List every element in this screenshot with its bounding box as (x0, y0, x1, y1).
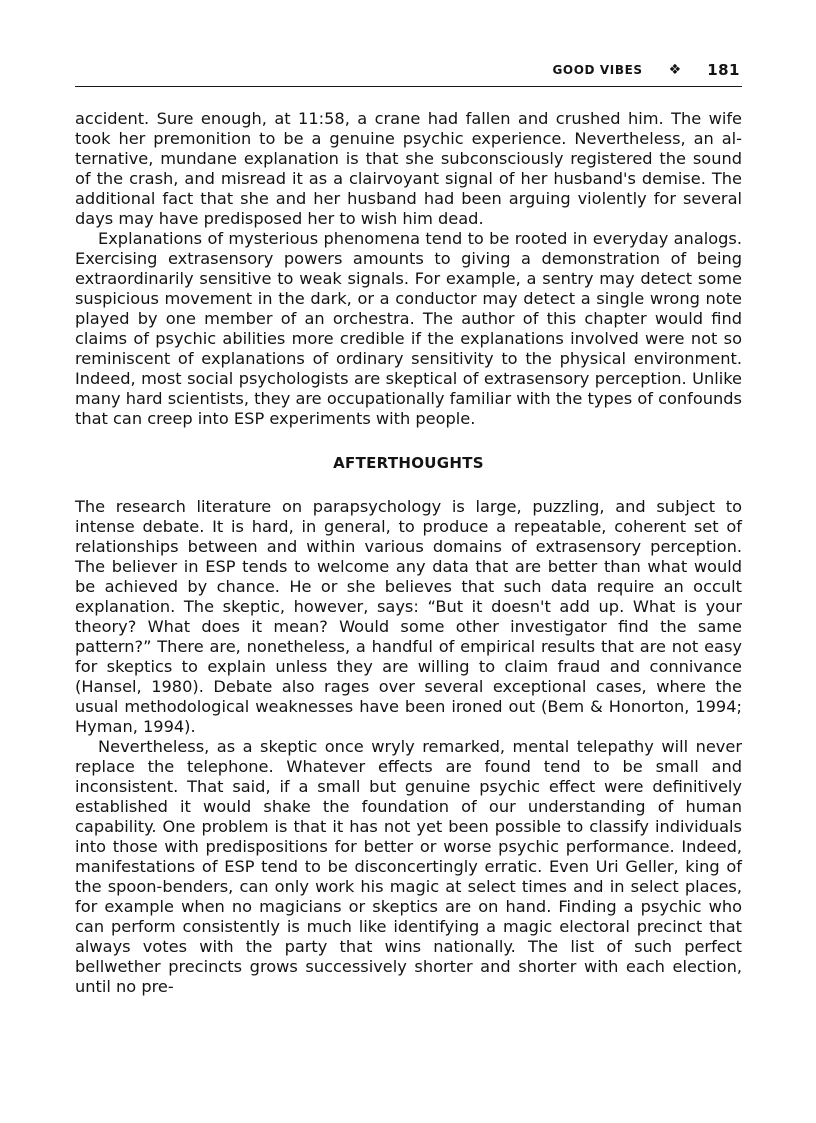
body-text (75, 109, 742, 997)
page-number: 181 (707, 61, 740, 79)
paragraph: The research literature on parapsychology is large, puzzling, and subject to intense debate. It is hard, in general, to produce a repeatable, coherent set of relationships between and within various domains of extrasensory perception. The believer in ESP tends to welcome any data that are better than what would be achieved by chance. He or she believes that such data require an occult explanation. The skeptic, however, says: “But it doesn't add up. What is your theory? What does it mean? Would some other investigator find the same pattern?” There are, nonetheless, a handful of empirical results that are not easy for skeptics to explain unless they are willing to claim fraud and connivance (Hansel, 1980). Debate also rages over several exceptional cases, where the usual methodological weaknesses have been ironed out (Bem & Honorton, 1994; Hyman, 1994). (75, 497, 742, 736)
header-rule (75, 86, 742, 87)
paragraph: accident. Sure enough, at 11:58, a crane had fallen and crushed him. The wife took her premonition to be a genuine psychic experience. Nevertheless, an alternative, mundane explanation is that she subconsciously registered the sound of the crash, and misread it as a clairvoyant signal of her husband's demise. The additional fact that she and her husband had been arguing violently for several days may have predisposed her to wish him dead. (75, 109, 742, 228)
paragraph: Nevertheless, as a skeptic once wryly remarked, mental telepathy will never replace the telephone. Whatever effects are found tend to be small and inconsistent. That said, if a small but genuine psychic effect were definitively established it would shake the foundation of our understanding of human capability. One problem is that it has not yet been possible to classify individuals into those with predispositions for better or worse psychic performance. Indeed, manifestations of ESP tend to be disconcertingly erratic. Even Uri Geller, king of the spoon-benders, can only work his magic at select times and in select places, for example when no magicians or skeptics are on hand. Finding a psychic who can perform consistently is much like identifying a magic electoral precinct that always votes with the party that wins nationally. The list of such perfect bellwether precincts grows successively shorter and shorter with each election, until no pre- (75, 737, 742, 996)
paragraph: Explanations of mysterious phenomena tend to be rooted in everyday analogs. Exercising extrasensory powers amounts to giving a demonstration of being extraordinarily sensitive to weak signals. For example, a sentry may detect some suspicious movement in the dark, or a conductor may detect a single wrong note played by one member of an orchestra. The author of this chapter would find claims of psychic abilities more credible if the explanations involved were not so reminiscent of explanations of ordinary sensitivity to the physical environment. Indeed, most social psychologists are skeptical of extrasensory perception. Unlike many hard scientists, they are occupationally familiar with the types of confounds that can creep into ESP experiments with people. (75, 229, 742, 428)
ornament-icon: ❖ (668, 62, 682, 78)
running-head (75, 58, 742, 82)
running-head-title: GOOD VIBES (552, 63, 643, 77)
section-heading: AFTERTHOUGHTS (333, 454, 484, 472)
book-page (75, 58, 742, 997)
